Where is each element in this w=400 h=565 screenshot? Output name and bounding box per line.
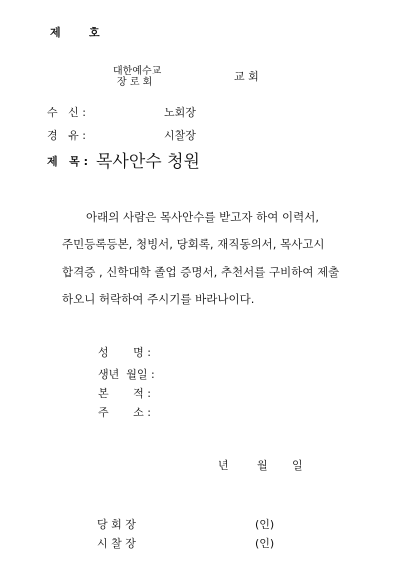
body-line-4: 하오니 허락하여 주시기를 바라나이다. bbox=[62, 292, 255, 306]
address-label: 주 소 : bbox=[98, 406, 151, 419]
name-label: 성 명 : bbox=[98, 346, 151, 359]
subject-value: 목사안수 청원 bbox=[96, 152, 200, 172]
inspector-seal: (인) bbox=[255, 537, 275, 550]
via-value: 시찰장 bbox=[164, 129, 196, 142]
body-line-1: 아래의 사람은 목사안수를 받고자 하여 이력서, bbox=[86, 210, 320, 224]
org-name-line1: 대한예수교 bbox=[113, 66, 162, 77]
subject-label: 제 목 : bbox=[47, 155, 88, 168]
recipient-label: 수 신 : bbox=[47, 106, 86, 119]
birthdate-label: 생년 월일 : bbox=[98, 368, 155, 381]
date-year: 년 bbox=[218, 459, 229, 472]
church-label: 교 회 bbox=[234, 70, 259, 83]
session-chair-seal: (인) bbox=[255, 518, 275, 531]
date-month: 월 bbox=[257, 459, 268, 472]
org-name-line2: 장 로 회 bbox=[117, 77, 153, 88]
recipient-value: 노회장 bbox=[164, 106, 196, 119]
doc-number-suffix: 호 bbox=[89, 26, 100, 39]
session-chair-label: 당 회 장 bbox=[97, 518, 136, 531]
via-label: 경 유 : bbox=[47, 129, 86, 142]
doc-number-prefix: 제 bbox=[50, 26, 61, 39]
body-line-3: 합격증 , 신학대학 졸업 증명서, 추천서를 구비하여 제출 bbox=[62, 265, 340, 279]
date-day: 일 bbox=[292, 459, 303, 472]
domicile-label: 본 적 : bbox=[98, 387, 151, 400]
body-line-2: 주민등록등본, 청빙서, 당회록, 재직동의서, 목사고시 bbox=[62, 237, 325, 251]
inspector-label: 시 찰 장 bbox=[97, 537, 136, 550]
